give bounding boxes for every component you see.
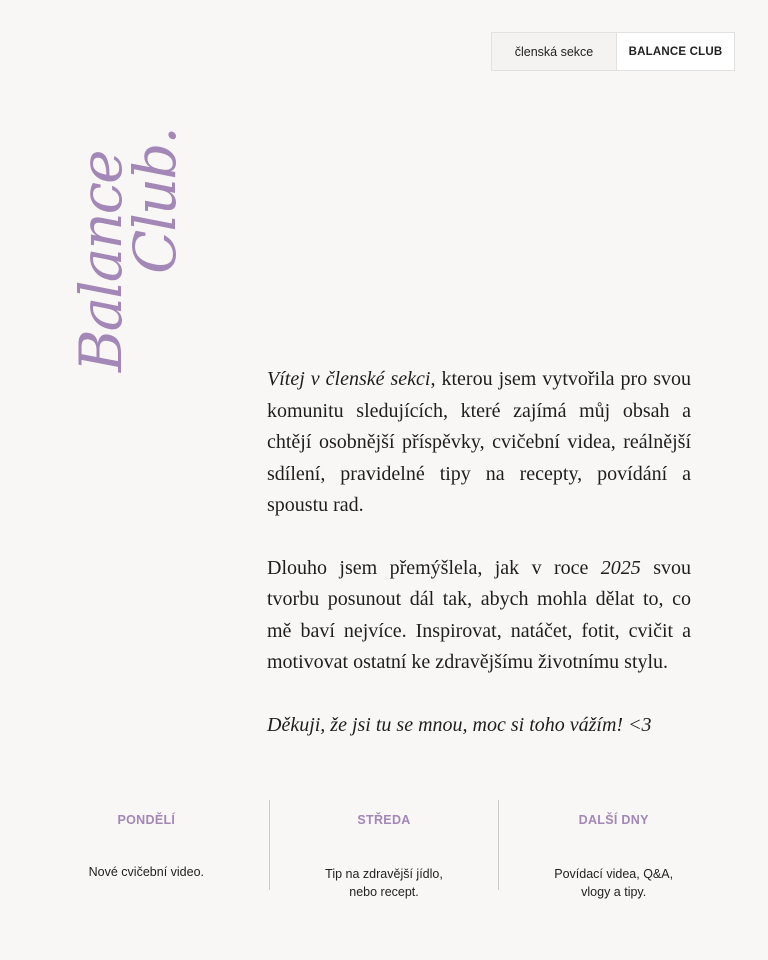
intro-paragraph-1: [267, 364, 691, 522]
schedule-item-wednesday: [269, 800, 499, 899]
intro-paragraph-2-start: Dlouho jsem přemýšlela, jak v roce: [267, 556, 601, 579]
brand-title: [67, 128, 202, 380]
weekly-schedule: [40, 800, 728, 899]
intro-year: 2025: [600, 556, 641, 579]
schedule-day-description: Nové cvičební video.: [88, 865, 204, 879]
tab-balance-club[interactable]: BALANCE CLUB: [617, 32, 735, 71]
schedule-item-monday: [40, 800, 269, 890]
brand-title-line-1: Balance: [67, 151, 135, 372]
schedule-item-other-days: [498, 800, 728, 899]
intro-paragraph-2-rest: svou tvorbu posunout dál tak, abych mohla dělat to, co mě baví nejvíce. Inspirovat, natáčet, fotit, cvičit a motivovat ostatní ke zdravějšímu životnímu stylu.: [267, 556, 691, 673]
top-nav: [491, 32, 735, 71]
intro-paragraph-1-rest: , kterou jsem vytvořila pro svou komunitu sledujících, které zajímá můj obsah a chtějí osobnější příspěvky, cvičební videa, reálnější sdílení, pravidelné tipy na recepty, povídání a spoustu rad.: [267, 368, 691, 516]
intro-paragraph-2: [267, 553, 691, 679]
schedule-day-description: Povídací videa, Q&A, vlogy a tipy.: [554, 867, 674, 899]
schedule-day-label: DALŠÍ DNY: [578, 813, 649, 827]
schedule-day-description: Tip na zdravější jídlo, nebo recept.: [325, 867, 443, 899]
schedule-day-label: PONDĚLÍ: [117, 813, 176, 827]
thanks-line: Děkuji, že jsi tu se mnou, moc si toho vážím! <3: [267, 713, 652, 736]
schedule-day-label: STŘEDA: [357, 813, 411, 827]
brand-title-line-2: Club.: [121, 128, 189, 274]
intro-text: [267, 364, 691, 772]
tab-member-section[interactable]: členská sekce: [491, 32, 617, 71]
intro-emphasis: Vítej v členské sekci: [267, 368, 431, 390]
